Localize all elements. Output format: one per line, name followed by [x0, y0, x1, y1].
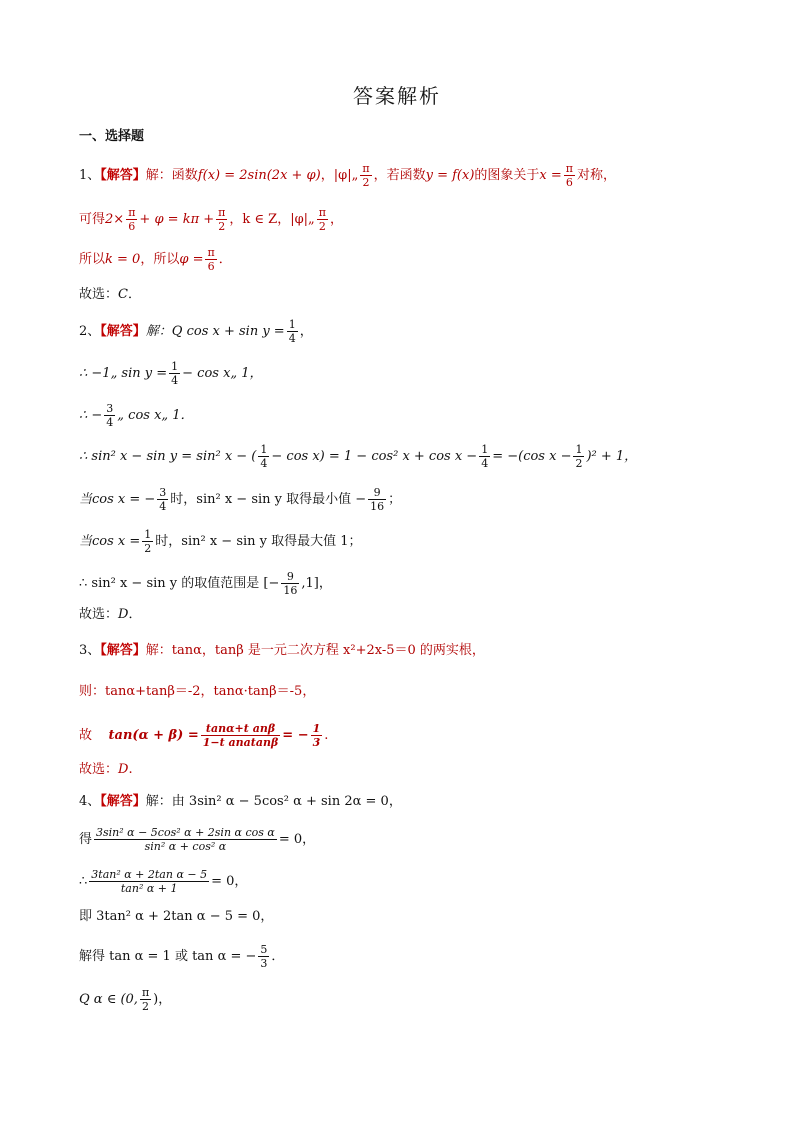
q2-line-3: ∴ − $\frac{3}{4}$ „ cos x„ 1．	[79, 402, 194, 429]
q3-answer: 故选：D.	[79, 762, 133, 777]
q3-line-1: 3、【解答】解：tanα，tanβ 是一元二次方程 x²+2x-5＝0 的两实根，	[79, 643, 485, 658]
q3-line-3: 故 tan(α + β) = $\frac{\text{tanα+t anβ}}{\text{1−t anatanβ}}$ = − $\frac{1}{3}$ .	[79, 722, 329, 749]
q2-line-5: 当cos x = − $\frac{3}{4}$ 时，sin² x − sin y 取得最小值 − $\frac{9}{16}$ ；	[79, 486, 402, 513]
q2-line-7: ∴ sin² x − sin y 的取值范围是 [− $\frac{9}{16}$ ,1]，	[79, 570, 332, 597]
q4-line-2: 得 $\frac{\text{3sin² α − 5cos² α + 2sin α cos α}}{\text{sin² α + cos² α}}$ = 0，	[79, 826, 316, 853]
q2-line-4: ∴ sin² x − sin y = sin² x − ( $\frac{1}{4}$ − cos x) = 1 − cos² x + cos x − $\frac{1}{4}$ = −(cos x − $\frac{1}{2}$ )² + 1，	[79, 443, 638, 470]
section-heading: 一、选择题	[79, 129, 145, 144]
q2-line-6: 当cos x = $\frac{1}{2}$ 时，sin² x − sin y 取得最大值 1；	[79, 528, 362, 555]
q1-line-3: 所以k = 0，所以φ = $\frac{\pi}{6}$ ．	[79, 246, 232, 273]
q3-line-2: 则：tanα+tanβ＝-2，tanα·tanβ＝-5，	[79, 684, 316, 699]
q2-answer: 故选：D．	[79, 607, 142, 622]
q4-line-3: ∴ $\frac{\text{3tan² α + 2tan α − 5}}{\text{tan² α + 1}}$ = 0，	[79, 868, 248, 895]
q4-line-6: Q α ∈ (0, $\frac{\pi}{2}$ )，	[79, 986, 172, 1013]
page-title: 答案解析	[353, 84, 441, 108]
q4-line-4: 即 3tan² α + 2tan α − 5 = 0，	[79, 909, 274, 924]
q4-line-5: 解得 tan α = 1 或 tan α = − $\frac{5}{3}$ ．	[79, 943, 285, 970]
q2-line-2: ∴ −1„ sin y = $\frac{1}{4}$ − cos x„ 1，	[79, 360, 263, 387]
q1-line-2: 可得2× $\frac{\pi}{6}$ + φ = kπ + $\frac{\pi}{2}$ ，k ∈ Z，|φ|„ $\frac{\pi}{2}$ ，	[79, 206, 344, 233]
q1-line-1: 1、【解答】解：函数f(x) = 2sin(2x + φ)，|φ|„ $\frac{\pi}{2}$ ，若函数y = f(x)的图象关于x = $\frac{\pi}{6}$ 对称，	[79, 162, 617, 189]
q4-line-1: 4、【解答】解：由 3sin² α − 5cos² α + sin 2α = 0，	[79, 794, 402, 809]
q1-answer: 故选：C．	[79, 287, 141, 302]
q2-line-1: 2、【解答】解：Q cos x + sin y = $\frac{1}{4}$ ，	[79, 318, 313, 345]
